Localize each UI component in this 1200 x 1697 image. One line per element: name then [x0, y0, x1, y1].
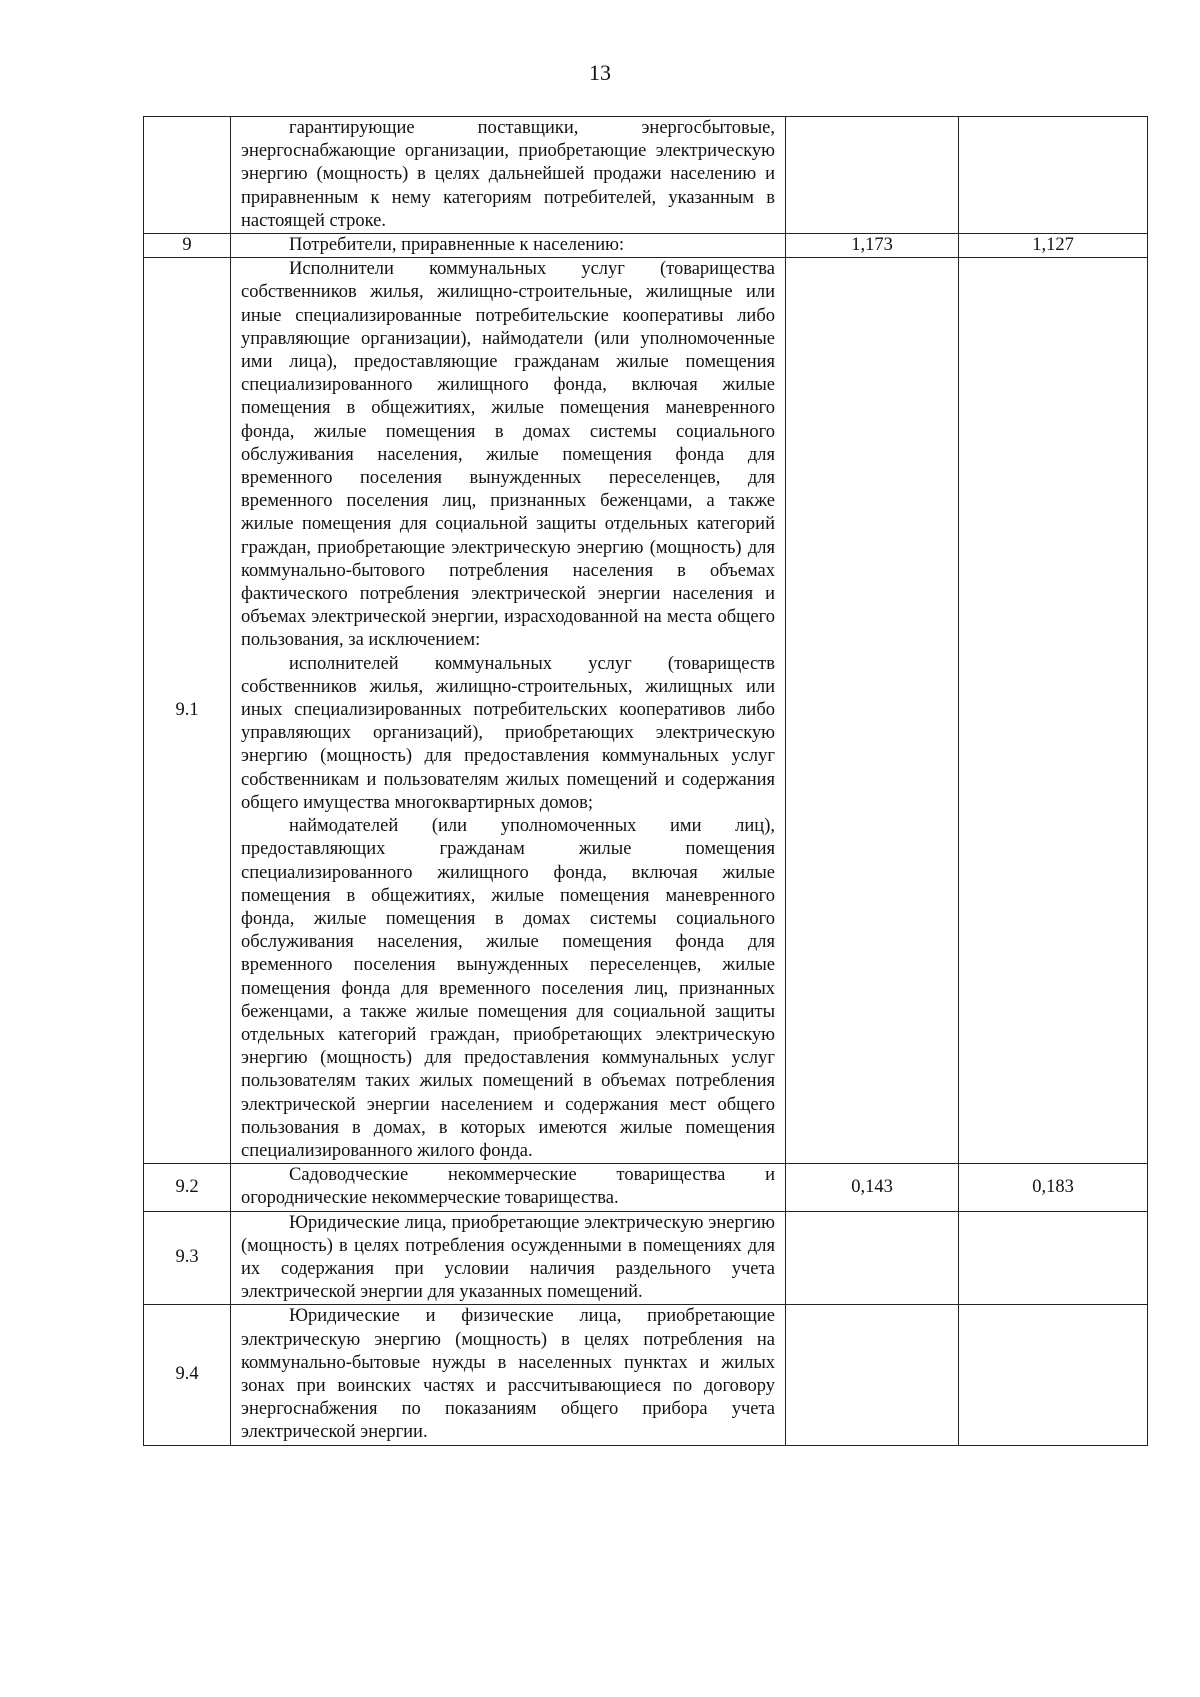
- row-description: [231, 1305, 786, 1445]
- row-value-2: [959, 117, 1148, 234]
- description-paragraph: исполнителей коммунальных услуг (товариществ собственников жилья, жилищно-строительных, жилищных или иных специализированных потребительских кооперативов либо управляющих организаций), приобретающих электрическую энергию (мощность) для предоставления коммунальных услуг собственникам и пользователям жилых помещений и содержания общего имущества многоквартирных домов;: [241, 653, 775, 813]
- row-value-1: 1,173: [786, 234, 959, 258]
- row-value-2: [959, 258, 1148, 1164]
- row-number: 9.4: [144, 1305, 231, 1445]
- table-row: [144, 1211, 1148, 1305]
- description-paragraph: наймодателей (или уполномоченных ими лиц), предоставляющих гражданам жилые помещения специализированного жилищного фонда, включая жилые помещения в общежитиях, жилые помещения маневренного фонда, жилые помещения в домах системы социального обслуживания населения, жилые помещения фонда для временного поселения вынужденных переселенцев, жилые помещения фонда для временного поселения лиц, признанных беженцами, а также жилые помещения для социальной защиты отдельных категорий граждан, приобретающих электрическую энергию (мощность) для предоставления коммунальных услуг пользователям таких жилых помещений в объемах потребления электрической энергии населением и содержания мест общего пользования в домах, в которых имеются жилые помещения специализированного жилого фонда.: [241, 816, 775, 1161]
- description-paragraph: Садоводческие некоммерческие товарищества и огороднические некоммерческие товарищества.: [241, 1165, 775, 1209]
- row-description: [231, 117, 786, 234]
- row-value-1: [786, 258, 959, 1164]
- table-row: [144, 1164, 1148, 1211]
- table-row: [144, 234, 1148, 258]
- row-value-2: 0,183: [959, 1164, 1148, 1211]
- table-row: [144, 258, 1148, 1164]
- table-row: [144, 1305, 1148, 1445]
- row-description: [231, 1211, 786, 1305]
- description-paragraph: Потребители, приравненные к населению:: [289, 235, 625, 256]
- row-value-1: [786, 1211, 959, 1305]
- row-description: [231, 258, 786, 1164]
- description-paragraph: Исполнители коммунальных услуг (товарищества собственников жилья, жилищно-строительные, жилищные или иные специализированные потребительские кооперативы либо управляющие организации), наймодатели (или уполномоченные ими лица), предоставляющие гражданам жилые помещения специализированного жилищного фонда, включая жилые помещения в общежитиях, жилые помещения маневренного фонда, жилые помещения в домах системы социального обслуживания населения, жилые помещения фонда для временного поселения вынужденных переселенцев, для временного поселения лиц, признанных беженцами, а также жилые помещения для социальной защиты отдельных категорий граждан, приобретающие электрическую энергию (мощность) для коммунально-бытового потребления населения в объемах фактического потребления электрической энергии населения и объемах электрической энергии, израсходованной на места общего пользования, за исключением:: [241, 259, 775, 651]
- row-value-1: 0,143: [786, 1164, 959, 1211]
- row-number: 9.1: [144, 258, 231, 1164]
- row-number: 9.2: [144, 1164, 231, 1211]
- description-paragraph: гарантирующие поставщики, энергосбытовые, энергоснабжающие организации, приобретающие электрическую энергию (мощность) в целях дальнейшей продажи населению и приравненным к нему категориям потребителей, указанным в настоящей строке.: [241, 118, 775, 231]
- table-row: [144, 117, 1148, 234]
- row-description: [231, 1164, 786, 1211]
- row-value-2: 1,127: [959, 234, 1148, 258]
- description-paragraph: Юридические лица, приобретающие электрическую энергию (мощность) в целях потребления осужденными в помещениях для их содержания при условии наличия раздельного учета электрической энергии для указанных помещений.: [241, 1212, 775, 1303]
- row-number: 9: [144, 234, 231, 258]
- row-value-1: [786, 1305, 959, 1445]
- tariff-table: [143, 116, 1148, 1446]
- row-description: [231, 234, 786, 258]
- row-value-1: [786, 117, 959, 234]
- row-number: 9.3: [144, 1211, 231, 1305]
- row-value-2: [959, 1305, 1148, 1445]
- description-paragraph: Юридические и физические лица, приобретающие электрическую энергию (мощность) в целях потребления на коммунально-бытовые нужды в населенных пунктах и жилых зонах при воинских частях и рассчитывающиеся по договору энергоснабжения по показаниям общего прибора учета электрической энергии.: [241, 1306, 775, 1443]
- row-value-2: [959, 1211, 1148, 1305]
- page-number: 13: [589, 60, 611, 85]
- row-number: [144, 117, 231, 234]
